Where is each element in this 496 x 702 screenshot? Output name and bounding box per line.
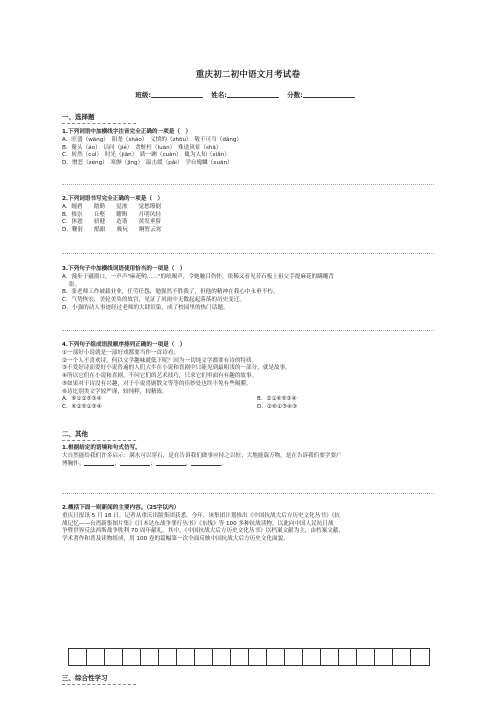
sentence-1: ①一部好小说就是一部好戏都要当作一首诗看。 xyxy=(62,349,179,356)
question-stem: 3.下列句子中加横线词语使用恰当的一项是（ ） xyxy=(62,266,186,272)
sentence-5: ⑤如果对于诗没有兴趣，对于小说喜剧散文等等的佳妙处也终不免有些隔膜。 xyxy=(62,380,252,387)
grid-cell[interactable] xyxy=(177,649,195,665)
grid-cell[interactable] xyxy=(321,649,339,665)
option-a[interactable]: A．⑥①②⑤③④ xyxy=(62,396,102,403)
answer-grid[interactable] xyxy=(68,648,430,666)
question-1 xyxy=(62,130,462,169)
section-divider xyxy=(62,684,136,685)
page-title: 重庆初二初中语文月考试卷 xyxy=(195,70,301,80)
grid-cell[interactable] xyxy=(87,649,105,665)
grid-cell[interactable] xyxy=(195,649,213,665)
other-question-2 xyxy=(62,506,462,545)
grid-cell[interactable] xyxy=(357,649,375,665)
option-d[interactable]: D．②⑥①⑤④③ xyxy=(257,404,297,411)
name-label: 姓名: xyxy=(211,91,227,99)
score-blank[interactable] xyxy=(303,97,355,98)
option-a[interactable]: A．缠碧 踏勤 觉渗 觉愁缭倒 xyxy=(62,203,161,210)
student-info-row xyxy=(0,92,496,99)
grid-cell[interactable] xyxy=(231,649,249,665)
section-title-other: 二、其他 xyxy=(62,430,88,438)
other-question-1 xyxy=(62,446,462,469)
news-line-2: 战记忆——台湾新集图片集》《日本达东战争罪行丛书》《东线》等 100 多种抗战读物，以此向中国人民抗日战 xyxy=(62,520,334,527)
grid-cell[interactable] xyxy=(303,649,321,665)
option-c[interactable]: C．休憩 骄健 造谐 黄发垂髫 xyxy=(62,219,162,226)
option-b[interactable]: B．推崇 丘壑 耀晦 月明风轻 xyxy=(62,211,161,218)
answer-blank-2[interactable] xyxy=(120,465,150,466)
option-b[interactable]: B．张老师工作被载业业，任劳任怨，勉强然不胜我了，但他的精神在我心中永垂不朽。 xyxy=(62,289,279,296)
class-blank[interactable] xyxy=(151,97,203,98)
question-2 xyxy=(62,197,462,236)
option-d[interactable]: D．小强的动人事迹经过老师的大肆渲染，成了校园里的热门话题。 xyxy=(62,304,229,311)
punct-2: ； xyxy=(150,460,156,467)
option-a[interactable]: A．旺盛（wāng） 阻尧（shào） 义愤的（zhōu） 敬不可当（dǎng） xyxy=(62,136,243,143)
news-line-1: 重庆日报讯 5 月 18 日，记者从重庆出版集团获悉，今年，该集团计划推出《中国抗战大后方历史文化丛书》《抗 xyxy=(62,512,340,519)
grid-cell[interactable] xyxy=(375,649,393,665)
options-grid xyxy=(62,397,462,413)
option-b[interactable]: B．②①⑥⑤③④ xyxy=(257,396,297,403)
option-b[interactable]: B．鳌头（áo） 诘问（jié） 贪赃枉（luàn） 殊途风景（shā） xyxy=(62,144,222,151)
news-line-4: 学术著作和普及读物组成，用 100 卷的篇幅第一次全面反映中国抗战大后方历史文化面貌。 xyxy=(62,536,289,543)
score-label: 分数: xyxy=(287,91,303,99)
news-line-3: 争暨世界反法西斯战争胜利 70 周年献礼。其中，《中国抗战大后方历史文化丛书》以档案文献为主，由档案文献、 xyxy=(62,528,344,535)
grid-cell[interactable] xyxy=(123,649,141,665)
question-stem: 4.下列句子组成语段顺序排列正确的一项是（ ） xyxy=(62,342,186,348)
section-title-comprehensive: 三、综合性学习 xyxy=(62,674,108,682)
question-stem: 2.下列词语书写完全正确的一项是（ ） xyxy=(62,196,164,202)
punct-3: ， xyxy=(185,460,192,467)
question-4 xyxy=(62,343,462,413)
grid-cell[interactable] xyxy=(339,649,357,665)
grid-cell[interactable] xyxy=(411,649,429,665)
question-stem: 1.根据给定的语境和句式仿写。 xyxy=(62,445,141,451)
answer-blank-4[interactable] xyxy=(191,465,221,466)
punct-1: ， xyxy=(114,460,120,467)
grid-cell[interactable] xyxy=(285,649,303,665)
option-d[interactable]: D．鞭射 酷跟 吸玩 啊暂云霄 xyxy=(62,227,162,234)
grid-cell[interactable] xyxy=(69,649,87,665)
option-c[interactable]: C．气势恢宏，美轮美奂的故宫，见证了风雨中无数起起落落的历史变迁。 xyxy=(62,297,245,304)
section-title-choice: 一、选择题 xyxy=(62,113,95,121)
sentence-3: ③不爱好诗而爱好小说普遍的人们大半在小说和喜剧中只能见到最粗浅的一部分，就是故事。 xyxy=(62,365,291,372)
option-c[interactable]: C．⑥②⑤①③④ xyxy=(62,404,102,411)
answer-blank-3[interactable] xyxy=(156,465,186,466)
prompt-line-2 xyxy=(62,462,462,468)
sentence-2: ②一个人不喜欢诗，何以文学趣味就低下呢？因为一切纯文学都要有诗的特质。 xyxy=(62,357,258,364)
question-divider xyxy=(62,184,434,185)
prompt-prefix: 博胸怀； xyxy=(62,460,85,467)
answer-blank-1[interactable] xyxy=(84,465,114,466)
question-divider xyxy=(62,493,434,494)
grid-cell[interactable] xyxy=(249,649,267,665)
question-stem: 1.下列词语中加横线字注音完全正确的一项是（ ） xyxy=(62,129,192,135)
punct-end: 。 xyxy=(221,460,227,467)
grid-cell[interactable] xyxy=(105,649,123,665)
sentence-6: ⑥诗比别类文学较严谨，较纯粹，较精致。 xyxy=(62,388,168,395)
grid-cell[interactable] xyxy=(267,649,285,665)
grid-cell[interactable] xyxy=(213,649,231,665)
question-divider xyxy=(62,330,434,331)
option-a[interactable]: A．漫步于磁器口，一声声"麻花哟……"的吆喝声，令她触目伤怀，依稀又看见昔石板上祖父手提麻花的蹒跚背 xyxy=(62,273,334,280)
grid-cell[interactable] xyxy=(393,649,411,665)
option-c[interactable]: C．转然（cuì） 时光（jiān） 踌一蹿（cuàn） 辄为人知（xiǎn） xyxy=(62,152,230,159)
option-d[interactable]: D．憎恶（zèng） 寒颤（jìng） 温击缓（pǎi） 学台瑰麟（xuān） xyxy=(62,160,233,167)
grid-cell[interactable] xyxy=(159,649,177,665)
question-divider xyxy=(62,253,434,254)
prompt-line-1: 大自然能给我们许多启示：满水可以穿石，是在告诉我们做事应持之以恒；大地能载万物，是在告诉我们要学要广 xyxy=(62,452,342,459)
sentence-4: ④所以它们在小说和喜剧，不问它们的艺术技巧，只求它们里面有有趣的故事。 xyxy=(62,373,258,380)
section-divider xyxy=(62,440,136,441)
grid-cell[interactable] xyxy=(141,649,159,665)
name-blank[interactable] xyxy=(227,97,279,98)
class-label: 班级: xyxy=(135,91,151,99)
question-3 xyxy=(62,267,462,314)
section-divider xyxy=(62,123,136,124)
option-a-continued: 影。 xyxy=(69,281,81,288)
question-stem: 2.概括下面一则新闻的主要内容。（25字以内） xyxy=(62,505,180,511)
